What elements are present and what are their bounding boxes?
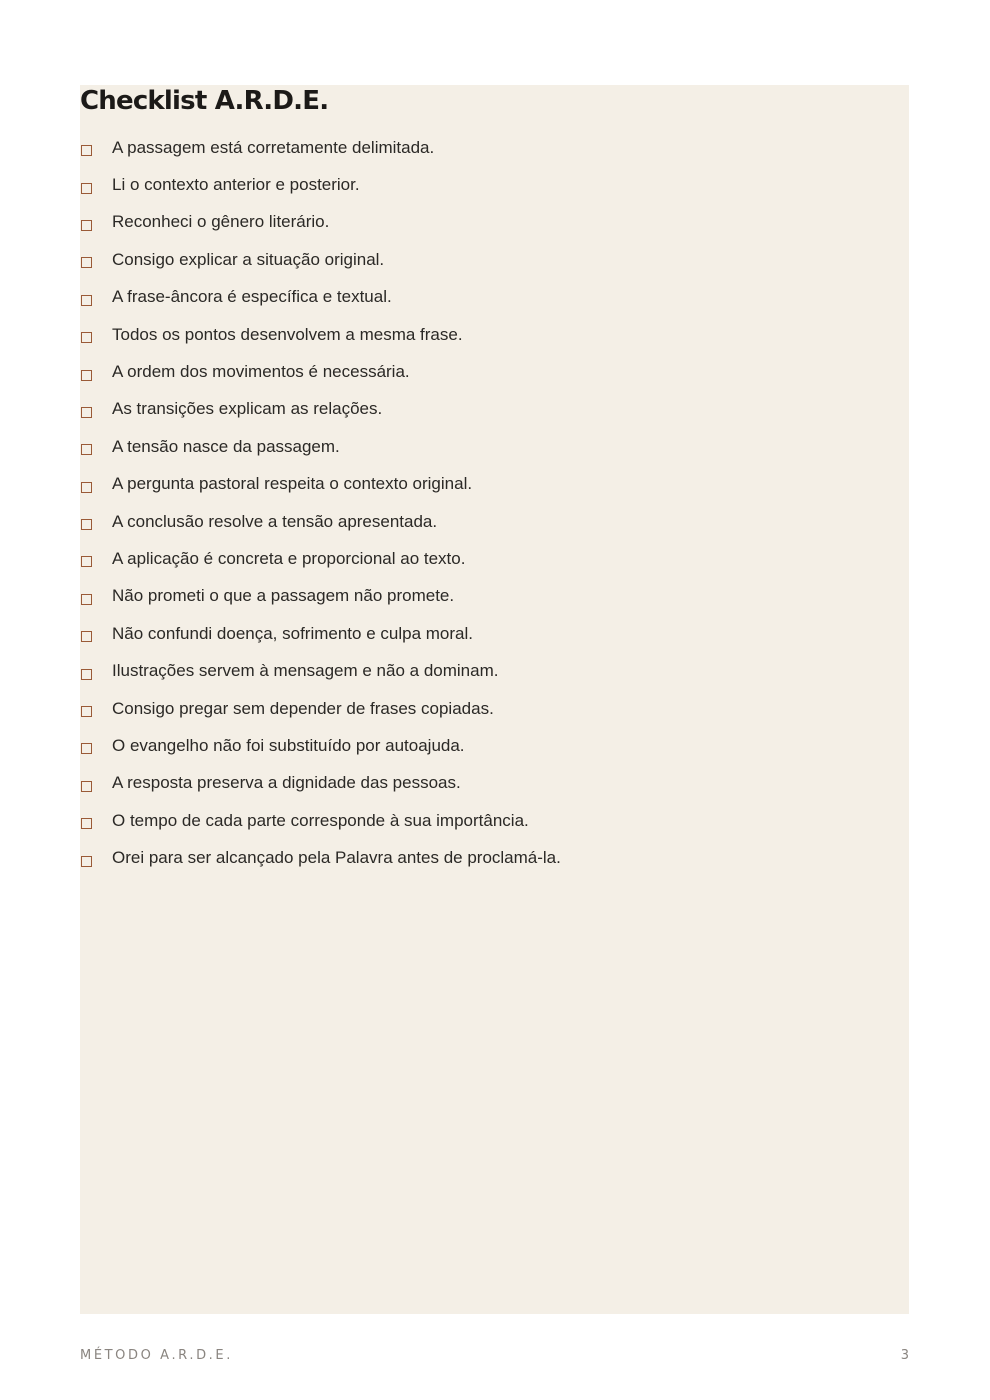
checklist-item (80, 353, 561, 390)
checklist-item (80, 540, 561, 577)
page-title: Checklist A.R.D.E. (80, 86, 329, 116)
checkbox[interactable] (81, 257, 92, 268)
checklist-item (80, 129, 561, 166)
checklist-item-label: Todos os pontos desenvolvem a mesma frase. (112, 324, 463, 344)
checklist-item (80, 802, 561, 839)
checkbox[interactable] (81, 220, 92, 231)
checkbox[interactable] (81, 407, 92, 418)
checklist-item-label: O evangelho não foi substituído por autoajuda. (112, 735, 465, 755)
checklist-item (80, 466, 561, 503)
checkbox[interactable] (81, 669, 92, 680)
checklist-item (80, 503, 561, 540)
footer-document-title: MÉTODO A.R.D.E. (80, 1348, 233, 1363)
checkbox[interactable] (81, 743, 92, 754)
checklist-item-label: A passagem está corretamente delimitada. (112, 137, 435, 157)
footer-page-number: 3 (900, 1348, 909, 1363)
checkbox[interactable] (81, 482, 92, 493)
checkbox[interactable] (81, 781, 92, 792)
checklist-item (80, 615, 561, 652)
checklist-item (80, 652, 561, 689)
checklist-item-label: A conclusão resolve a tensão apresentada. (112, 511, 438, 531)
checkbox[interactable] (81, 332, 92, 343)
checklist-item-label: A tensão nasce da passagem. (112, 436, 340, 456)
checklist-item-label: Consigo explicar a situação original. (112, 249, 385, 269)
checklist-item-label: Reconheci o gênero literário. (112, 212, 330, 232)
checklist-item (80, 241, 561, 278)
checkbox[interactable] (81, 856, 92, 867)
checkbox[interactable] (81, 818, 92, 829)
checklist-item-label: A pergunta pastoral respeita o contexto original. (112, 474, 473, 494)
checklist-item (80, 690, 561, 727)
checklist-item (80, 428, 561, 465)
checklist-item (80, 166, 561, 203)
checklist-item-label: Li o contexto anterior e posterior. (112, 175, 360, 195)
checklist-item-label: As transições explicam as relações. (112, 399, 383, 419)
checklist-item (80, 316, 561, 353)
checklist-item (80, 204, 561, 241)
checkbox[interactable] (81, 145, 92, 156)
checklist-item-label: A frase-âncora é específica e textual. (112, 287, 392, 307)
checkbox[interactable] (81, 370, 92, 381)
checkbox[interactable] (81, 295, 92, 306)
checkbox[interactable] (81, 594, 92, 605)
checklist-item-label: A resposta preserva a dignidade das pessoas. (112, 773, 461, 793)
checklist-item-label: Orei para ser alcançado pela Palavra antes de proclamá-la. (112, 848, 561, 868)
checklist-item-label: Ilustrações servem à mensagem e não a dominam. (112, 661, 499, 681)
checklist-item (80, 391, 561, 428)
checklist-item (80, 727, 561, 764)
checkbox[interactable] (81, 183, 92, 194)
checklist-item (80, 279, 561, 316)
checkbox[interactable] (81, 631, 92, 642)
checkbox[interactable] (81, 556, 92, 567)
checklist-item (80, 765, 561, 802)
checklist-item-label: A ordem dos movimentos é necessária. (112, 362, 410, 382)
checklist-item-label: O tempo de cada parte corresponde à sua importância. (112, 810, 529, 830)
checklist (80, 129, 561, 877)
checklist-item-label: Não prometi o que a passagem não promete. (112, 586, 455, 606)
checklist-item (80, 839, 561, 876)
checklist-item-label: Consigo pregar sem depender de frases copiadas. (112, 698, 494, 718)
checklist-item-label: Não confundi doença, sofrimento e culpa moral. (112, 623, 473, 643)
checklist-item (80, 578, 561, 615)
checkbox[interactable] (81, 444, 92, 455)
checkbox[interactable] (81, 519, 92, 530)
checklist-item-label: A aplicação é concreta e proporcional ao texto. (112, 548, 466, 568)
checkbox[interactable] (81, 706, 92, 717)
